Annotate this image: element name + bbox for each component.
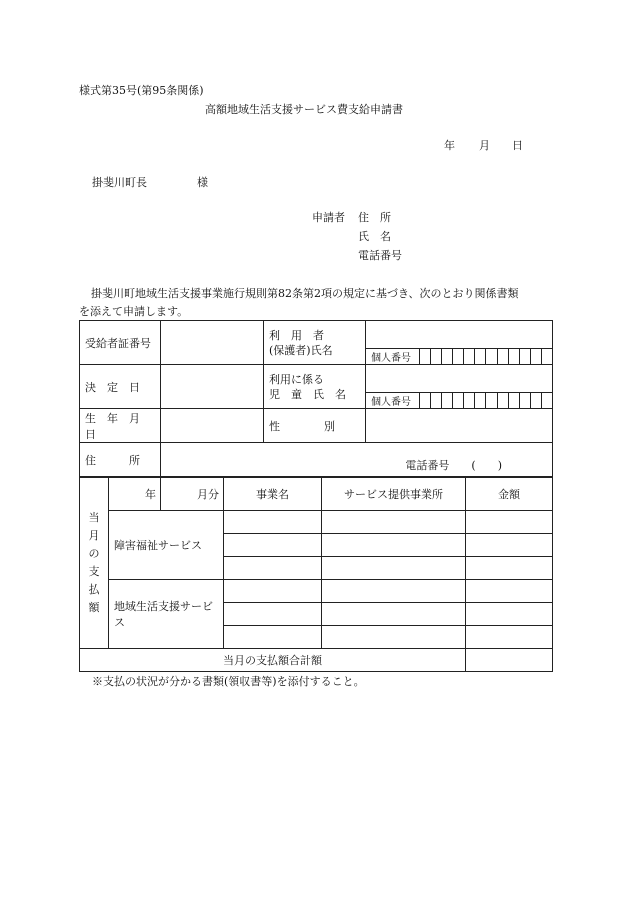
service-community-label: 地域生活支援サービス	[109, 580, 224, 649]
applicant-label: 申請者	[312, 211, 345, 224]
form-number: 様式第35号(第95条関係)	[79, 84, 204, 97]
child-my-number-field[interactable]	[420, 393, 553, 409]
user-my-number-field[interactable]	[420, 349, 553, 365]
community-provider-1[interactable]	[322, 580, 466, 603]
birthdate-label: 生 年 月 日	[80, 409, 161, 443]
welfare-service-name-2[interactable]	[224, 534, 322, 557]
recipient-cert-no-label: 受給者証番号	[80, 321, 161, 365]
header-amount: 金額	[466, 477, 553, 511]
community-provider-3[interactable]	[322, 626, 466, 649]
application-form-table	[79, 320, 553, 672]
welfare-amount-2[interactable]	[466, 534, 553, 557]
date-day: 日	[512, 139, 523, 152]
community-service-name-1[interactable]	[224, 580, 322, 603]
phone-label: 電話番号 ( )	[405, 459, 503, 472]
child-name-label: 利用に係る 児 童 氏 名	[264, 365, 366, 409]
user-my-number-label: 個人番号	[366, 349, 420, 365]
welfare-provider-3[interactable]	[322, 557, 466, 580]
community-amount-3[interactable]	[466, 626, 553, 649]
child-name-field[interactable]	[366, 365, 553, 393]
header-year: 年	[109, 477, 161, 511]
body-text-line2: を添えて申請します。	[79, 305, 189, 318]
document-title: 高額地域生活支援サービス費支給申請書	[205, 103, 403, 116]
decision-date-field[interactable]	[161, 365, 264, 409]
monthly-payment-side-label: 当 月 の 支 払 額	[80, 477, 109, 649]
body-text-line1: 掛斐川町地域生活支援事業施行規則第82条第2項の規定に基づき、次のとおり関係書類	[91, 287, 519, 300]
decision-date-label: 決 定 日	[80, 365, 161, 409]
header-service-name: 事業名	[224, 477, 322, 511]
total-label: 当月の支払額合計額	[80, 649, 466, 672]
welfare-provider-2[interactable]	[322, 534, 466, 557]
child-my-number-label: 個人番号	[366, 393, 420, 409]
gender-label: 性 別	[264, 409, 366, 443]
applicant-phone-label: 電話番号	[358, 249, 402, 262]
user-name-field[interactable]	[366, 321, 553, 349]
welfare-amount-3[interactable]	[466, 557, 553, 580]
total-amount[interactable]	[466, 649, 553, 672]
date-year: 年	[444, 139, 455, 152]
community-amount-2[interactable]	[466, 603, 553, 626]
welfare-provider-1[interactable]	[322, 511, 466, 534]
community-service-name-2[interactable]	[224, 603, 322, 626]
header-provider: サービス提供事業所	[322, 477, 466, 511]
community-amount-1[interactable]	[466, 580, 553, 603]
address-label: 住 所	[80, 443, 161, 478]
applicant-name-label: 氏 名	[358, 230, 391, 243]
welfare-service-name-1[interactable]	[224, 511, 322, 534]
honorific: 様	[197, 176, 208, 189]
welfare-amount-1[interactable]	[466, 511, 553, 534]
addressee: 掛斐川町長	[92, 176, 147, 189]
recipient-cert-no-field[interactable]	[161, 321, 264, 365]
date-month: 月	[479, 139, 490, 152]
address-field[interactable]	[161, 443, 553, 478]
birthdate-field[interactable]	[161, 409, 264, 443]
applicant-address-label: 住 所	[358, 211, 391, 224]
header-month: 月分	[161, 477, 224, 511]
gender-field[interactable]	[366, 409, 553, 443]
footnote: ※支払の状況が分かる書類(領収書等)を添付すること。	[92, 675, 365, 688]
welfare-service-name-3[interactable]	[224, 557, 322, 580]
community-service-name-3[interactable]	[224, 626, 322, 649]
community-provider-2[interactable]	[322, 603, 466, 626]
service-welfare-label: 障害福祉サービス	[109, 511, 224, 580]
user-name-label: 利 用 者 (保護者)氏名	[264, 321, 366, 365]
